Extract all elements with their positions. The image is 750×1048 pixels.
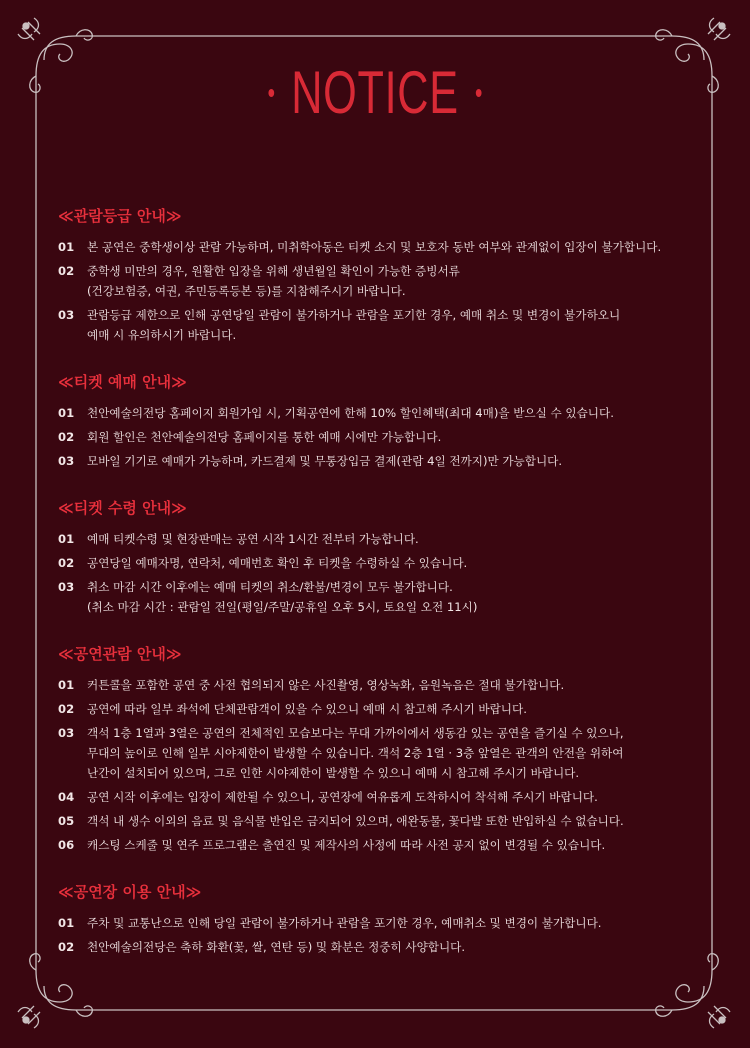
notice-item: [58, 835, 708, 855]
item-text-line: 커튼콜을 포함한 공연 중 사전 협의되지 않은 사진촬영, 영상녹화, 음원녹음은 절대 불가합니다.: [87, 678, 565, 692]
item-number: 02: [58, 702, 75, 716]
item-text-line: 본 공연은 중학생이상 관람 가능하며, 미취학아동은 티켓 소지 및 보호자 동반 여부와 관계없이 입장이 불가합니다.: [87, 240, 662, 254]
item-text-line: 객석 내 생수 이외의 음료 및 음식물 반입은 금지되어 있으며, 애완동물, 꽃다발 또한 반입하실 수 없습니다.: [87, 814, 624, 828]
item-number: 03: [58, 308, 75, 322]
item-text-line: 취소 마감 시간 이후에는 예매 티켓의 취소/환불/변경이 모두 불가합니다.: [87, 580, 453, 594]
item-text: [87, 451, 708, 471]
item-text-line: (건강보험증, 여권, 주민등록등본 등)를 지참해주시기 바랍니다.: [87, 284, 406, 298]
section-title: ≪티켓 수령 안내≫: [58, 499, 187, 517]
section-title: ≪티켓 예매 안내≫: [58, 373, 187, 391]
notice-item: [58, 723, 708, 783]
notice-item: [58, 937, 708, 957]
corner-ornament-bottom-left: [18, 954, 92, 1028]
notice-item: [58, 787, 708, 807]
item-text: [87, 427, 708, 447]
notice-section: [58, 643, 708, 855]
item-text: [87, 305, 708, 345]
item-text-line: 관람등급 제한으로 인해 공연당일 관람이 불가하거나 관람을 포기한 경우, 예매 취소 및 변경이 불가하오니: [87, 308, 621, 322]
page-title-text: NOTICE: [291, 59, 459, 126]
page-title: [105, 58, 645, 128]
item-text-line: 회원 할인은 천안예술의전당 홈페이지를 통한 예매 시에만 가능합니다.: [87, 430, 442, 444]
section-title: ≪공연관람 안내≫: [58, 645, 182, 663]
item-text-line: 객석 1층 1열과 3열은 공연의 전체적인 모습보다는 무대 가까이에서 생동감 있는 공연을 즐기실 수 있으나,: [87, 726, 624, 740]
corner-ornament-top-right: [656, 18, 730, 92]
notice-item: [58, 553, 708, 573]
item-text: [87, 937, 708, 957]
item-text-line: 천안예술의전당 홈페이지 회원가입 시, 기획공연에 한해 10% 할인혜택(최대 4매)을 받으실 수 있습니다.: [87, 406, 614, 420]
item-text-line: 공연 시작 이후에는 입장이 제한될 수 있으니, 공연장에 여유롭게 도착하시어 착석해 주시기 바랍니다.: [87, 790, 598, 804]
item-text-line: (취소 마감 시간 : 관람일 전일(평일/주말/공휴일 오후 5시, 토요일 오전 11시): [87, 600, 478, 614]
notice-item: [58, 403, 708, 423]
title-dot-left: [268, 89, 274, 97]
notice-section: [58, 497, 708, 617]
item-text: [87, 811, 708, 831]
item-text: [87, 913, 708, 933]
item-text-line: 무대의 높이로 인해 일부 시야제한이 발생할 수 있습니다. 객석 2층 1열 · 3층 앞열은 관객의 안전을 위하여: [87, 746, 624, 760]
item-text: [87, 835, 708, 855]
notice-item: [58, 577, 708, 617]
notice-item: [58, 427, 708, 447]
item-number: 02: [58, 556, 75, 570]
item-number: 03: [58, 454, 75, 468]
title-dot-right: [476, 89, 482, 97]
notice-item: [58, 529, 708, 549]
item-text: [87, 261, 708, 301]
item-text: [87, 577, 708, 617]
item-number: 01: [58, 678, 75, 692]
section-title: ≪공연장 이용 안내≫: [58, 883, 202, 901]
item-text-line: 예매 티켓수령 및 현장판매는 공연 시작 1시간 전부터 가능합니다.: [87, 532, 419, 546]
item-text: [87, 237, 708, 257]
item-text-line: 주차 및 교통난으로 인해 당일 관람이 불가하거나 관람을 포기한 경우, 예매취소 및 변경이 불가합니다.: [87, 916, 602, 930]
notice-section: [58, 205, 708, 345]
notice-item: [58, 261, 708, 301]
item-text: [87, 787, 708, 807]
item-text-line: 공연에 따라 일부 좌석에 단체관람객이 있을 수 있으니 예매 시 참고해 주시기 바랍니다.: [87, 702, 527, 716]
item-number: 03: [58, 726, 75, 740]
notice-item: [58, 699, 708, 719]
item-text-line: 공연당일 예매자명, 연락처, 예매번호 확인 후 티켓을 수령하실 수 있습니다.: [87, 556, 468, 570]
item-number: 04: [58, 790, 75, 804]
item-number: 02: [58, 940, 75, 954]
item-text-line: 난간이 설치되어 있으며, 그로 인한 시야제한이 발생할 수 있으니 예매 시 참고해 주시기 바랍니다.: [87, 766, 580, 780]
item-number: 02: [58, 264, 75, 278]
item-number: 03: [58, 580, 75, 594]
notice-item: [58, 305, 708, 345]
item-text: [87, 699, 708, 719]
item-number: 01: [58, 240, 75, 254]
item-number: 01: [58, 916, 75, 930]
notice-item: [58, 811, 708, 831]
item-text-line: 캐스팅 스케줄 및 연주 프로그램은 출연진 및 제작사의 사정에 따라 사전 공지 없이 변경될 수 있습니다.: [87, 838, 606, 852]
item-text-line: 중학생 미만의 경우, 원활한 입장을 위해 생년월일 확인이 가능한 증빙서류: [87, 264, 460, 278]
notice-item: [58, 913, 708, 933]
notice-item: [58, 451, 708, 471]
notice-section: [58, 371, 708, 471]
notice-section: [58, 881, 708, 957]
item-text: [87, 675, 708, 695]
item-number: 05: [58, 814, 75, 828]
item-text: [87, 403, 708, 423]
item-text-line: 모바일 기기로 예매가 가능하며, 카드결제 및 무통장입금 결제(관람 4일 전까지)만 가능합니다.: [87, 454, 563, 468]
item-text: [87, 529, 708, 549]
section-title: ≪관람등급 안내≫: [58, 207, 182, 225]
item-text: [87, 553, 708, 573]
corner-ornament-top-left: [18, 18, 92, 92]
item-text-line: 예매 시 유의하시기 바랍니다.: [87, 328, 237, 342]
item-number: 01: [58, 532, 75, 546]
notice-item: [58, 675, 708, 695]
notice-content: [58, 205, 708, 961]
item-number: 06: [58, 838, 75, 852]
corner-ornament-bottom-right: [656, 954, 730, 1028]
item-number: 01: [58, 406, 75, 420]
item-text: [87, 723, 708, 783]
notice-item: [58, 237, 708, 257]
item-text-line: 천안예술의전당은 축하 화환(꽃, 쌀, 연탄 등) 및 화분은 정중히 사양합니다.: [87, 940, 466, 954]
item-number: 02: [58, 430, 75, 444]
